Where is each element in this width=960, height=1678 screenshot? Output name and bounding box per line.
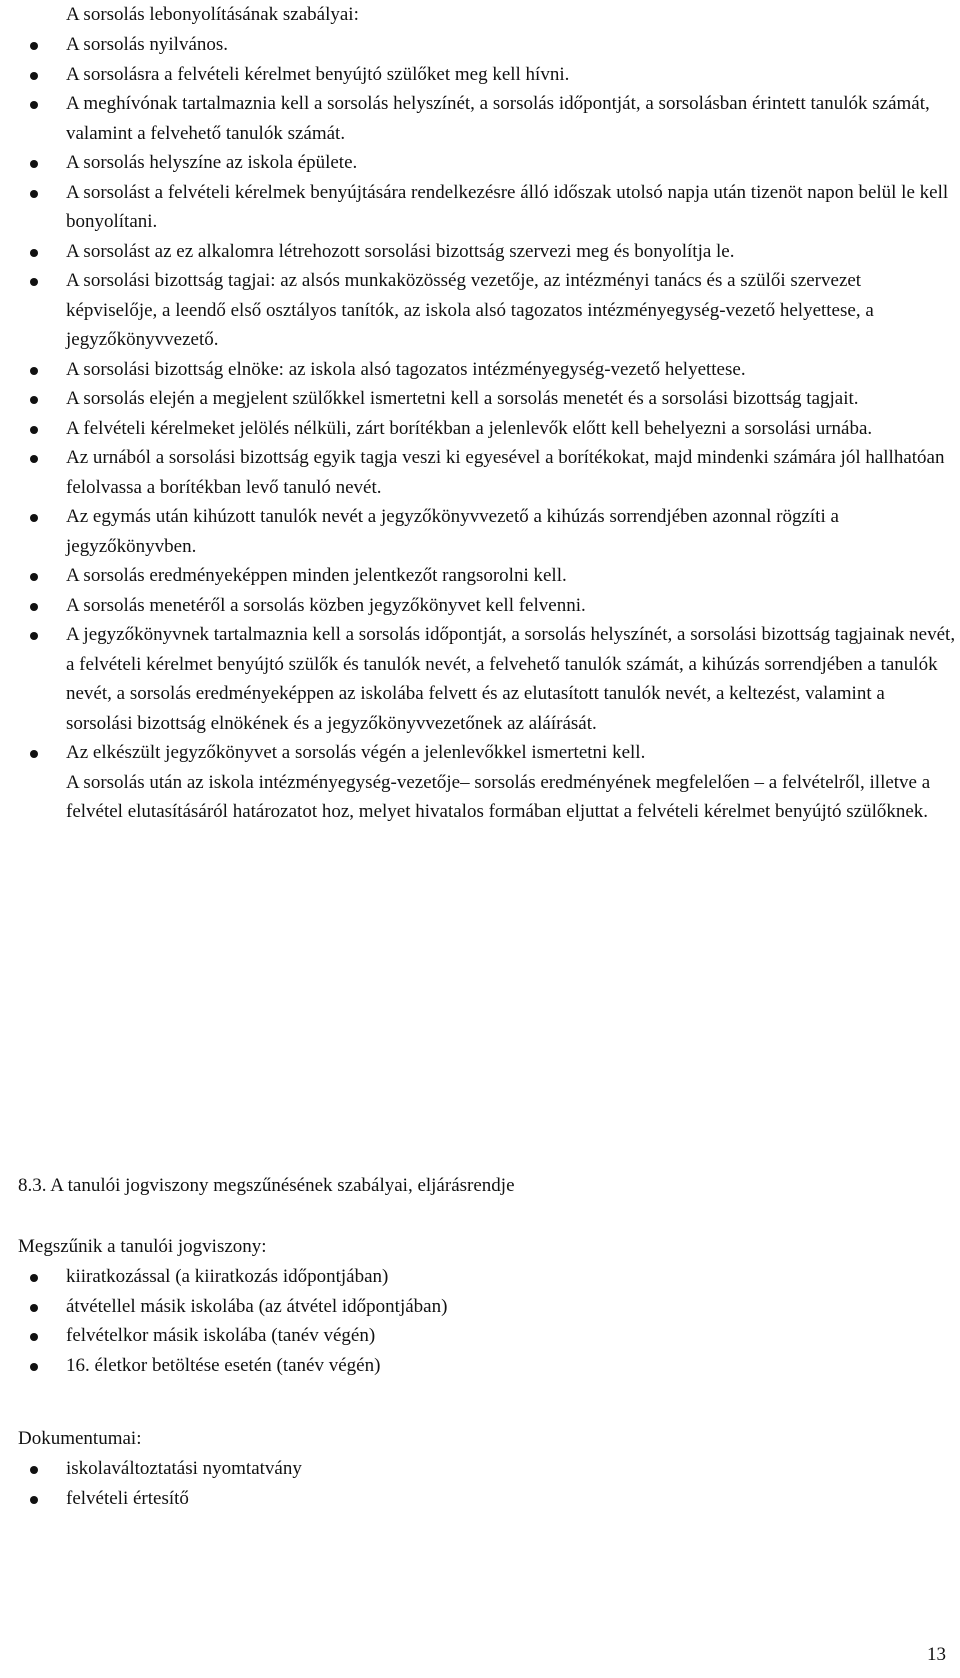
list-item: [0, 1262, 956, 1292]
bullet-icon: [30, 1333, 38, 1341]
list-item: [0, 355, 956, 385]
list-item: [0, 237, 956, 267]
list-item: [0, 1454, 956, 1484]
bullet-icon: [30, 573, 38, 581]
list-item: [0, 591, 956, 621]
list-item: [0, 266, 956, 355]
list-item: [0, 60, 956, 90]
list-item-text: A sorsolást az ez alkalomra létrehozott sorsolási bizottság szervezi meg és bonyolítja le.: [66, 240, 735, 262]
list-item-text: Az elkészült jegyzőkönyvet a sorsolás végén a jelenlevőkkel ismertetni kell.: [66, 742, 646, 763]
ends-list: [0, 1262, 956, 1380]
list-item-text: átvétellel másik iskolába (az átvétel időpontjában): [66, 1295, 448, 1317]
list-item-text: kiiratkozással (a kiiratkozás időpontjában): [66, 1266, 389, 1287]
list-item: [0, 1484, 956, 1514]
list-item-text: felvételi értesítő: [66, 1487, 189, 1509]
list-item: [0, 178, 956, 237]
list-item-text: A sorsolásra a felvételi kérelmet benyújtó szülőket meg kell hívni.: [66, 63, 570, 85]
list-item: [0, 561, 956, 591]
list-item-text: Az urnából a sorsolási bizottság egyik tagja veszi ki egyesével a borítékokat, majd mindenki számára jól hallhatóan felolvassa a borítékban levő tanuló nevét.: [66, 447, 945, 498]
bullet-icon: [30, 1304, 38, 1312]
list-item-text: A sorsolást a felvételi kérelmek benyújtására rendelkezésre álló időszak utolsó napja után tizenöt napon belül le kell bonyolítani.: [66, 181, 949, 232]
bullet-icon: [30, 426, 38, 434]
bullet-icon: [30, 1466, 38, 1474]
list-item-text: A sorsolás helyszíne az iskola épülete.: [66, 152, 358, 173]
list-item: [0, 384, 956, 414]
bullet-icon: [30, 278, 38, 286]
docs-label: Dokumentumai:: [18, 1428, 142, 1449]
bullet-icon: [30, 72, 38, 80]
bullet-icon: [30, 101, 38, 109]
bullet-icon: [30, 367, 38, 375]
bullet-icon: [30, 455, 38, 463]
list-item-text: 16. életkor betöltése esetén (tanév végén): [66, 1354, 381, 1376]
list-item-text: Az egymás után kihúzott tanulók nevét a jegyzőkönyvvezető a kihúzás sorrendjében azonnal rögzíti a jegyzőkönyvben.: [66, 506, 839, 557]
docs-list: [0, 1454, 956, 1513]
list-item-continuation: A sorsolás után az iskola intézményegység-vezetője– sorsolás eredményének megfelelően – a felvételről, illetve a felvétel elutasításáról határozatot hoz, melyet hivatalos formában eljuttat a felvételi kérelmet benyújtó szülőknek.: [66, 771, 931, 822]
section-heading: 8.3. A tanulói jogviszony megszűnésének szabályai, eljárásrendje: [18, 1175, 515, 1196]
list-item-text: iskolaváltoztatási nyomtatvány: [66, 1458, 302, 1479]
bullet-icon: [30, 514, 38, 522]
list-item: [0, 148, 956, 178]
bullet-icon: [30, 42, 38, 50]
list-item-text: A sorsolás eredményeképpen minden jelentkezőt rangsorolni kell.: [66, 565, 567, 586]
list-item: [0, 1351, 956, 1381]
page-number: 13: [927, 1644, 946, 1665]
bullet-icon: [30, 396, 38, 404]
list-item: [0, 30, 956, 60]
list-item-text: felvételkor másik iskolába (tanév végén): [66, 1325, 376, 1346]
bullet-icon: [30, 750, 38, 758]
list-item-text: A meghívónak tartalmaznia kell a sorsolás helyszínét, a sorsolás időpontját, a sorsolásban érintett tanulók számát, valamint a felvehető tanulók számát.: [66, 93, 930, 144]
intro-line: A sorsolás lebonyolításának szabályai:: [66, 4, 359, 25]
list-item: [0, 1321, 956, 1351]
list-item-text: A sorsolási bizottság elnöke: az iskola alsó tagozatos intézményegység-vezető helyettese.: [66, 358, 746, 380]
ends-label: Megszűnik a tanulói jogviszony:: [18, 1236, 267, 1257]
list-item-text: A sorsolás elején a megjelent szülőkkel ismertetni kell a sorsolás menetét és a sorsolási bizottság tagjait.: [66, 388, 859, 409]
list-item: [0, 502, 956, 561]
bullet-icon: [30, 603, 38, 611]
list-item-text: A sorsolási bizottság tagjai: az alsós munkaközösség vezetője, az intézményi tanács és a szülői szervezet képviselője, a leendő első osztályos tanítók, az iskola alsó tagozatos intézményegység-vezető helyettese, a jegyzőkönyvvezető.: [66, 270, 874, 350]
list-item-text: A felvételi kérelmeket jelölés nélküli, zárt borítékban a jelenlevők előtt kell behelyezni a sorsolási urnába.: [66, 417, 873, 439]
list-item-text: A sorsolás nyilvános.: [66, 34, 229, 55]
bullet-icon: [30, 632, 38, 640]
bullet-icon: [30, 160, 38, 168]
list-item: [0, 89, 956, 148]
bullet-icon: [30, 249, 38, 257]
list-item: [0, 738, 956, 827]
bullet-icon: [30, 1274, 38, 1282]
list-item: [0, 443, 956, 502]
bullet-icon: [30, 190, 38, 198]
bullet-icon: [30, 1496, 38, 1504]
list-item-text: A sorsolás menetéről a sorsolás közben jegyzőkönyvet kell felvenni.: [66, 594, 586, 616]
list-item: [0, 414, 956, 444]
list-item: [0, 620, 956, 738]
list-item: [0, 1292, 956, 1322]
bullet-icon: [30, 1363, 38, 1371]
list-item-text: A jegyzőkönyvnek tartalmaznia kell a sorsolás időpontját, a sorsolás helyszínét, a sorsolási bizottság tagjainak nevét, a felvételi kérelmet benyújtó szülők és tanulók nevét, a felvehető tanulók számát, a kihúzás sorrendjében a tanulók nevét, a sorsolás eredményeképpen az iskolába felvett és az elutasított tanulók nevét, a keltezést, valamint a sorsolási bizottság elnökének és a jegyzőkönyvvezetőnek az aláírását.: [66, 624, 956, 734]
sorsolas-rules-list: [0, 30, 956, 827]
